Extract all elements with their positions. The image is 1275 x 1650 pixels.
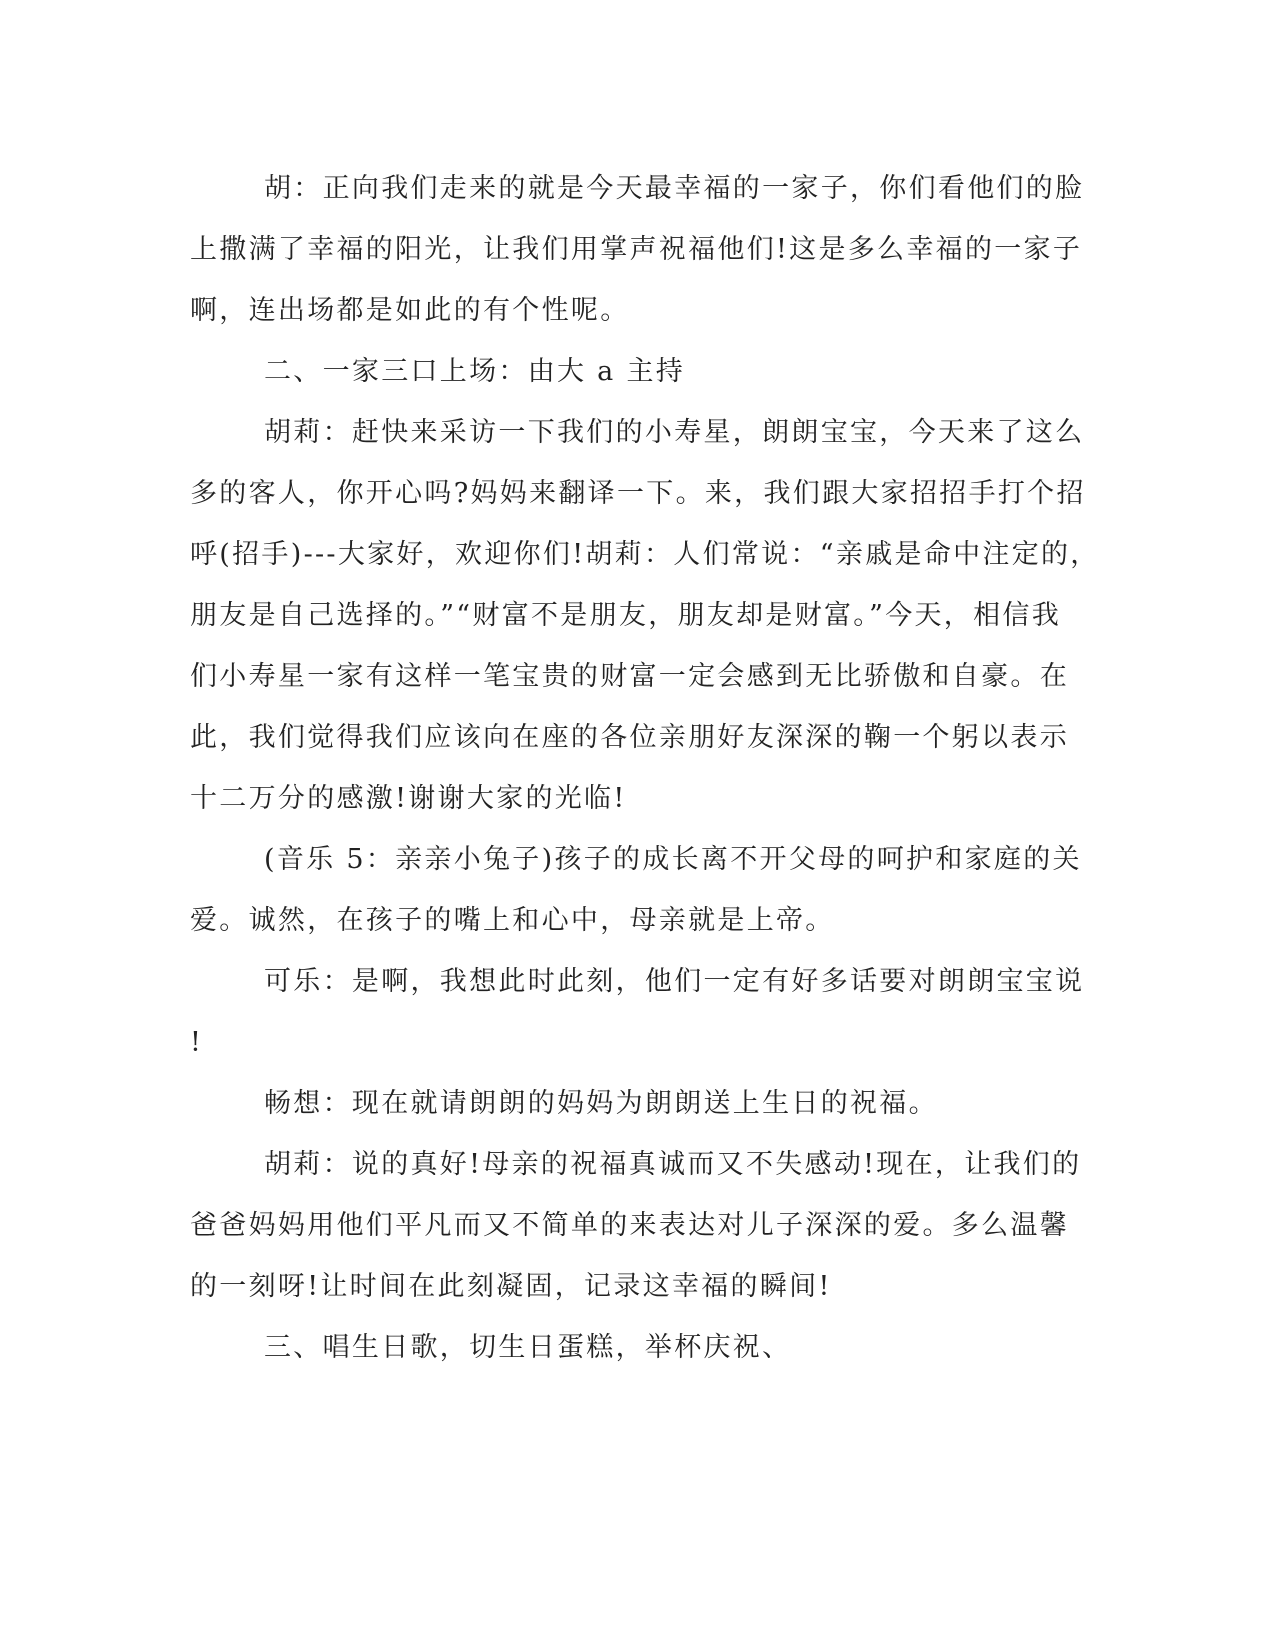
text-line: 胡莉：说的真好!母亲的祝福真诚而又不失感动!现在，让我们的 (264, 1149, 1082, 1180)
paragraph-huli-blessing (190, 1134, 1080, 1317)
text-line: 胡：正向我们走来的就是今天最幸福的一家子，你们看他们的脸 (264, 173, 1085, 204)
text-line: 胡莉：赶快来采访一下我们的小寿星，朗朗宝宝，今天来了这么 (264, 417, 1085, 448)
text-line: 可乐：是啊，我想此时此刻，他们一定有好多话要对朗朗宝宝说 (264, 966, 1085, 997)
text-line: 呼(招手)---大家好，欢迎你们!胡莉：人们常说：“亲戚是命中注定的， (190, 539, 1100, 570)
text-line: 上撒满了幸福的阳光，让我们用掌声祝福他们!这是多么幸福的一家子 (190, 234, 1083, 265)
paragraph-hu-intro (190, 158, 1085, 341)
text-line: (音乐 5：亲亲小兔子)孩子的成长离不开父母的呵护和家庭的关 (264, 844, 1082, 875)
paragraph-music-5 (190, 829, 1080, 951)
paragraph-kele (190, 951, 1085, 1073)
text-line: 畅想：现在就请朗朗的妈妈为朗朗送上生日的祝福。 (264, 1088, 938, 1119)
text-line: 爱。诚然，在孩子的嘴上和心中，母亲就是上帝。 (190, 905, 835, 936)
text-line: 们小寿星一家有这样一笔宝贵的财富一定会感到无比骄傲和自豪。在 (190, 661, 1069, 692)
text-line: 啊，连出场都是如此的有个性呢。 (190, 295, 630, 326)
text-line: 三、唱生日歌，切生日蛋糕，举杯庆祝、 (264, 1332, 792, 1363)
section-heading-family-entrance (190, 341, 1080, 402)
document-body (190, 158, 1100, 1378)
text-line: 爸爸妈妈用他们平凡而又不简单的来表达对儿子深深的爱。多么温馨 (190, 1210, 1069, 1241)
section-heading-birthday-song (190, 1317, 1080, 1378)
paragraph-changxiang (190, 1073, 1080, 1134)
text-line: 二、一家三口上场：由大 a 主持 (264, 356, 686, 387)
text-line: 朋友是自己选择的。”“财富不是朋友，朋友却是财富。”今天，相信我 (190, 600, 1062, 631)
text-line: 多的客人，你开心吗?妈妈来翻译一下。来，我们跟大家招招手打个招 (190, 478, 1086, 509)
text-line: 十二万分的感激!谢谢大家的光临! (190, 783, 627, 814)
text-line: 此，我们觉得我们应该向在座的各位亲朋好友深深的鞠一个躬以表示 (190, 722, 1069, 753)
paragraph-huli-interview (190, 402, 1100, 829)
text-line: 的一刻呀!让时间在此刻凝固，记录这幸福的瞬间! (190, 1271, 832, 1302)
text-line: ! (190, 1027, 204, 1058)
